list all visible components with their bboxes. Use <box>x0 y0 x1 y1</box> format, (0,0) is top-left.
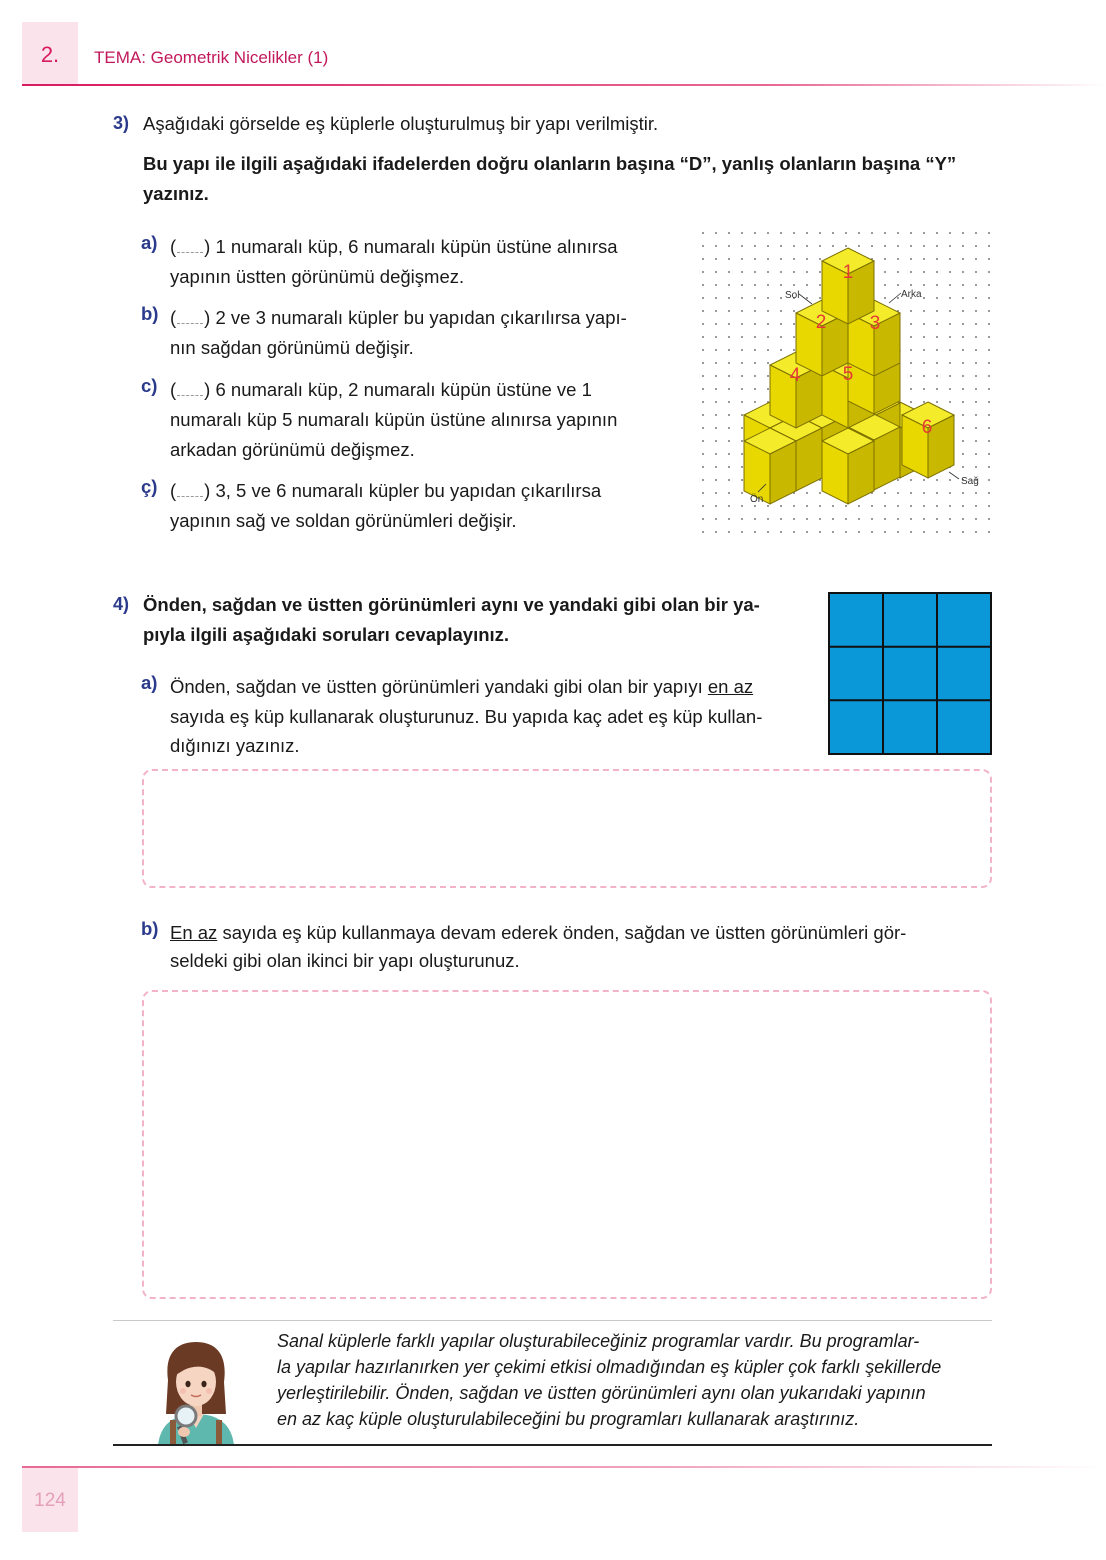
item-a-line1: ( ) 1 numaralı küp, 6 numaralı küpün üstüne alınırsa <box>170 236 618 257</box>
question-3-intro: Aşağıdaki görselde eş küplerle oluşturulmuş bir yapı verilmiştir. <box>143 113 659 134</box>
answer-box-b[interactable] <box>142 990 992 1299</box>
answer-box-a[interactable] <box>142 769 992 888</box>
item-cedilla-line1: ( ) 3, 5 ve 6 numaralı küpler bu yapıdan çıkarılırsa <box>170 480 602 501</box>
note-bottom-divider <box>113 1444 992 1446</box>
cube-label-4: 4 <box>789 365 801 386</box>
item-c-line1: ( ) 6 numaralı küp, 2 numaralı küpün üstüne ve 1 <box>170 379 592 400</box>
note-line-4: en az kaç küple oluşturulabileceğini bu programları kullanarak araştırınız. <box>277 1409 860 1429</box>
student-with-magnifier-illustration <box>150 1340 242 1446</box>
item-cedilla-label: ç) <box>141 476 158 497</box>
item-b-line1: ( ) 2 ve 3 numaralı küpler bu yapıdan çıkarılırsa yapı- <box>170 307 627 328</box>
chapter-number: 2. <box>40 42 60 67</box>
question-4-number: 4) <box>113 594 130 614</box>
answer-blank-a[interactable] <box>177 238 203 253</box>
item-b-label: b) <box>141 303 159 324</box>
note-line-3: yerleştirilebilir. Önden, sağdan ve üstten görünümleri aynı olan yukarıdaki yapının <box>277 1383 926 1403</box>
question-3-instruction: Bu yapı ile ilgili aşağıdaki ifadelerden doğru olanların başına “D”, yanlış olanların başına “Y” yazınız. <box>143 153 957 204</box>
item-b-line2: nın sağdan görünümü değişir. <box>170 337 414 358</box>
direction-left-label: Sol <box>785 290 800 301</box>
direction-back-label: Arka <box>901 289 922 300</box>
cube-structure-figure <box>700 230 995 535</box>
cube-label-2: 2 <box>815 312 827 333</box>
footer-divider <box>22 1466 1106 1468</box>
item-c-line2: numaralı küp 5 numaralı küpün üstüne alınırsa yapının <box>170 409 618 430</box>
cube-label-1: 1 <box>842 262 854 283</box>
view-grid-figure <box>828 592 992 755</box>
question-4-instruction-line1: Önden, sağdan ve üstten görünümleri aynı ve yandaki gibi olan bir ya- <box>143 594 760 615</box>
header-divider <box>22 84 1106 86</box>
answer-blank-cedilla[interactable] <box>177 482 203 497</box>
question-3-number: 3) <box>113 113 130 133</box>
question-4-instruction-line2: pıyla ilgili aşağıdaki soruları cevaplayınız. <box>143 624 510 645</box>
cube-label-3: 3 <box>869 313 881 334</box>
q4-item-b-label: b) <box>141 918 159 939</box>
cube-6 <box>902 402 954 478</box>
item-cedilla-line2: yapının sağ ve soldan görünümleri değişir. <box>170 510 517 531</box>
cube-label-5: 5 <box>842 364 854 385</box>
q4-item-b-line2: seldeki gibi olan ikinci bir yapı oluşturunuz. <box>170 950 520 971</box>
answer-blank-c[interactable] <box>177 381 203 396</box>
q4-item-a-line1: Önden, sağdan ve üstten görünümleri yandaki gibi olan bir yapıyı en az <box>170 676 754 697</box>
cube <box>744 428 796 504</box>
item-a-line2: yapının üstten görünümü değişmez. <box>170 266 465 287</box>
note-line-1: Sanal küplerle farklı yapılar oluşturabileceğiniz programlar vardır. Bu programlar- <box>277 1331 920 1351</box>
cube <box>822 428 874 504</box>
direction-right-label: Sağ <box>961 476 979 487</box>
item-c-label: c) <box>141 375 158 396</box>
page-number: 124 <box>34 1490 66 1511</box>
q4-item-a-line3: dığınızı yazınız. <box>170 735 300 756</box>
item-a-label: a) <box>141 232 158 253</box>
answer-blank-b[interactable] <box>177 309 203 324</box>
q4-item-a-line2: sayıda eş küp kullanarak oluşturunuz. Bu yapıda kaç adet eş küp kullan- <box>170 706 763 727</box>
note-line-2: la yapılar hazırlanırken yer çekimi etkisi olmadığından eş küpler çok farklı şekillerde <box>277 1357 942 1377</box>
q4-item-b-line1: En az sayıda eş küp kullanmaya devam ederek önden, sağdan ve üstten görünümleri gör- <box>170 922 907 943</box>
theme-title: TEMA: Geometrik Nicelikler (1) <box>94 48 329 67</box>
note-top-divider <box>113 1320 992 1321</box>
direction-front-label: Ön <box>750 494 764 505</box>
item-c-line3: arkadan görünümü değişmez. <box>170 439 415 460</box>
cube-label-6: 6 <box>921 417 933 438</box>
q4-item-a-label: a) <box>141 672 158 693</box>
cube-1 <box>822 248 874 324</box>
